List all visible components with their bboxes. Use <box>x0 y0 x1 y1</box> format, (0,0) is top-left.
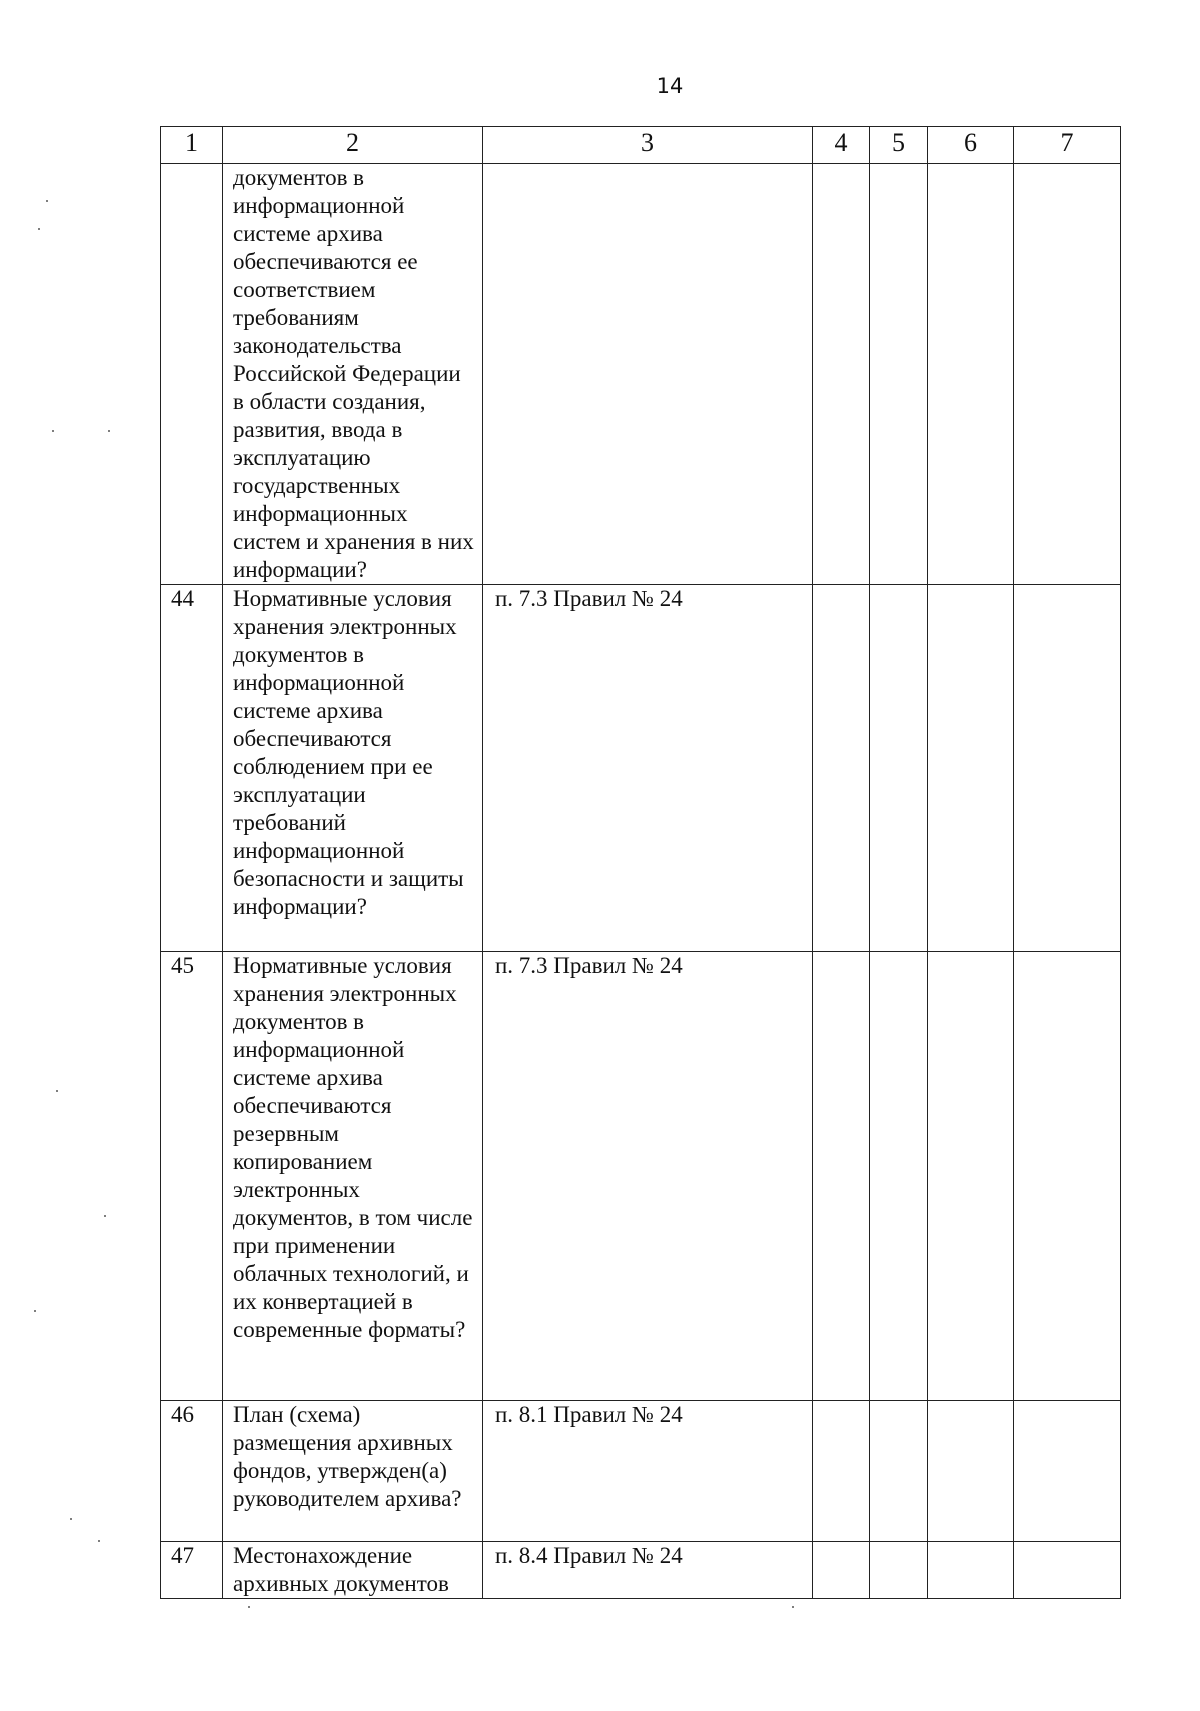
table-header-row <box>161 127 1121 164</box>
table-row <box>161 1401 1121 1542</box>
row-number: 45 <box>161 952 223 1401</box>
answer-cell-5 <box>870 164 928 585</box>
question-text: Нормативные условия хранения электронных документов в информационной системе архива обеспечиваются соблюдением при ее эксплуатации требований информационной безопасности и защиты информации? <box>223 585 483 952</box>
answer-cell-6 <box>928 1401 1014 1542</box>
answer-cell-4 <box>813 585 870 952</box>
scan-speck <box>792 1606 794 1608</box>
answer-cell-7 <box>1014 1542 1121 1599</box>
scan-speck <box>98 1540 100 1542</box>
row-number: 46 <box>161 1401 223 1542</box>
table-row <box>161 585 1121 952</box>
reference-text <box>483 164 813 585</box>
answer-cell-7 <box>1014 1401 1121 1542</box>
scan-speck <box>46 200 48 202</box>
scan-speck <box>70 1518 72 1520</box>
answer-cell-7 <box>1014 164 1121 585</box>
scan-speck <box>108 430 110 432</box>
scan-speck <box>52 430 54 432</box>
answer-cell-5 <box>870 952 928 1401</box>
answer-cell-7 <box>1014 585 1121 952</box>
column-header-6: 6 <box>928 127 1014 164</box>
question-text: Нормативные условия хранения электронных документов в информационной системе архива обеспечиваются резервным копированием электронных документов, в том числе при применении облачных технологий, и их конвертацией в современные форматы? <box>223 952 483 1401</box>
column-header-1: 1 <box>161 127 223 164</box>
answer-cell-5 <box>870 1542 928 1599</box>
answer-cell-4 <box>813 952 870 1401</box>
answer-cell-6 <box>928 1542 1014 1599</box>
reference-text: п. 7.3 Правил № 24 <box>483 585 813 952</box>
column-header-4: 4 <box>813 127 870 164</box>
answer-cell-4 <box>813 164 870 585</box>
answer-cell-4 <box>813 1401 870 1542</box>
reference-text: п. 7.3 Правил № 24 <box>483 952 813 1401</box>
answer-cell-6 <box>928 164 1014 585</box>
table-row <box>161 1542 1121 1599</box>
row-number: 44 <box>161 585 223 952</box>
scan-speck <box>104 1215 106 1217</box>
answer-cell-4 <box>813 1542 870 1599</box>
column-header-7: 7 <box>1014 127 1121 164</box>
scan-speck <box>34 1310 36 1312</box>
reference-text: п. 8.1 Правил № 24 <box>483 1401 813 1542</box>
column-header-3: 3 <box>483 127 813 164</box>
answer-cell-6 <box>928 952 1014 1401</box>
answer-cell-7 <box>1014 952 1121 1401</box>
column-header-2: 2 <box>223 127 483 164</box>
row-number: 47 <box>161 1542 223 1599</box>
checklist-table <box>160 126 1121 1599</box>
scan-speck <box>248 1606 250 1608</box>
question-text: документов в информационной системе архива обеспечиваются ее соответствием требованиям законодательства Российской Федерации в области создания, развития, ввода в эксплуатацию государственных информационных систем и хранения в них информации? <box>223 164 483 585</box>
table-row <box>161 164 1121 585</box>
column-header-5: 5 <box>870 127 928 164</box>
row-number <box>161 164 223 585</box>
answer-cell-5 <box>870 1401 928 1542</box>
reference-text: п. 8.4 Правил № 24 <box>483 1542 813 1599</box>
page-number: 14 <box>656 74 684 98</box>
scan-speck <box>56 1090 58 1092</box>
question-text: Местонахождение архивных документов <box>223 1542 483 1599</box>
scan-speck <box>38 228 40 230</box>
question-text: План (схема) размещения архивных фондов, утвержден(а) руководителем архива? <box>223 1401 483 1542</box>
answer-cell-6 <box>928 585 1014 952</box>
answer-cell-5 <box>870 585 928 952</box>
table-row <box>161 952 1121 1401</box>
